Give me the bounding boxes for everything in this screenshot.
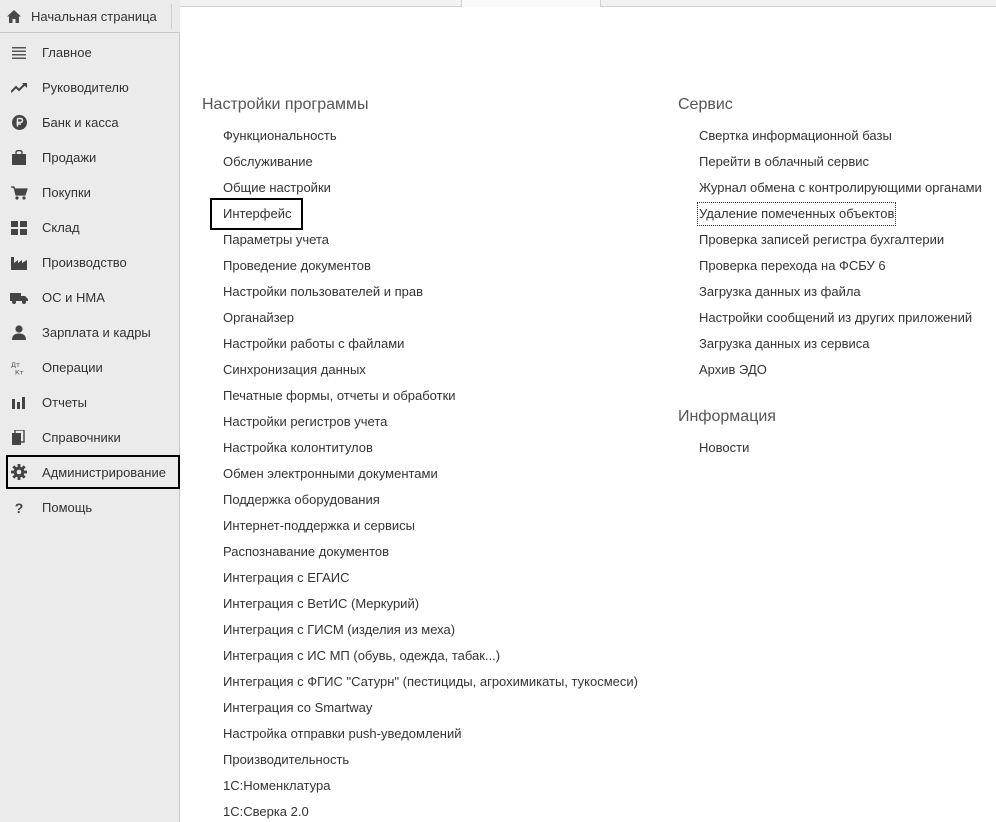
settings-link[interactable]: Интеграция с ИС МП (обувь, одежда, табак...)	[223, 648, 501, 663]
settings-link[interactable]: Печатные формы, отчеты и обработки	[223, 388, 456, 403]
sidebar-item-production[interactable]	[6, 245, 180, 280]
settings-link[interactable]: 1С:Номенклатура	[223, 778, 331, 793]
sidebar-item-sales[interactable]	[6, 140, 180, 175]
sidebar-item-operations[interactable]	[6, 350, 180, 385]
trend-up-icon	[10, 79, 28, 97]
settings-link[interactable]: Органайзер	[223, 310, 294, 325]
sidebar-item-warehouse[interactable]	[6, 210, 180, 245]
service-link[interactable]: Проверка перехода на ФСБУ 6	[699, 258, 886, 273]
sidebar-item-label: Администрирование	[42, 464, 166, 480]
shopping-bag-icon	[10, 149, 28, 167]
svg-text:Кт: Кт	[15, 368, 24, 375]
sidebar-item-label: ОС и НМА	[42, 290, 105, 305]
service-link[interactable]: Загрузка данных из сервиса	[699, 336, 870, 351]
settings-link-interface[interactable]: Интерфейс	[210, 198, 303, 230]
sidebar-item-label: Производство	[42, 255, 127, 270]
service-link[interactable]: Проверка записей регистра бухгалтерии	[699, 232, 945, 247]
sidebar	[0, 33, 180, 822]
settings-link[interactable]: Настройка отправки push-уведомлений	[223, 726, 462, 741]
service-link[interactable]: Свертка информационной базы	[699, 128, 892, 143]
sidebar-item-manager[interactable]	[6, 70, 180, 105]
settings-link[interactable]: Настройка колонтитулов	[223, 440, 373, 455]
sidebar-item-label: Операции	[42, 360, 103, 375]
settings-link[interactable]: Интеграция с ФГИС "Сатурн" (пестициды, агрохимикаты, тукосмеси)	[223, 674, 638, 689]
service-link-focused[interactable]: Удаление помеченных объектов	[699, 204, 894, 224]
settings-link[interactable]: Настройки регистров учета	[223, 414, 388, 429]
section-title-info: Информация	[678, 408, 776, 425]
sidebar-item-label: Справочники	[42, 430, 121, 445]
settings-link[interactable]: Проведение документов	[223, 258, 371, 273]
warehouse-grid-icon	[10, 219, 28, 237]
sidebar-item-label: Банк и касса	[42, 115, 119, 130]
books-icon	[10, 429, 28, 447]
settings-link[interactable]: Интернет-поддержка и сервисы	[223, 518, 416, 533]
sidebar-item-directories[interactable]	[6, 420, 180, 455]
sidebar-item-label: Помощь	[42, 500, 93, 515]
home-page-button[interactable]	[0, 0, 180, 33]
cart-icon	[10, 184, 28, 202]
settings-link[interactable]: Производительность	[223, 752, 350, 767]
settings-link[interactable]: Общие настройки	[223, 180, 331, 195]
settings-link[interactable]: Настройки пользователей и прав	[223, 284, 424, 299]
svg-text:Дт: Дт	[11, 360, 20, 369]
truck-icon	[10, 289, 28, 307]
sidebar-item-label: Отчеты	[42, 395, 87, 410]
sidebar-item-label: Продажи	[42, 150, 97, 165]
sidebar-item-administration[interactable]	[6, 455, 180, 489]
service-link[interactable]: Настройки сообщений из других приложений	[699, 310, 973, 325]
sidebar-item-label: Главное	[42, 45, 92, 60]
gear-icon	[10, 463, 28, 481]
service-link[interactable]: Журнал обмена с контролирующими органами	[699, 180, 982, 195]
settings-link[interactable]: Синхронизация данных	[223, 362, 366, 377]
settings-link[interactable]: Обмен электронными документами	[223, 466, 438, 481]
section-title-settings: Настройки программы	[202, 96, 369, 113]
service-link[interactable]: Перейти в облачный сервис	[699, 154, 870, 169]
sidebar-item-label: Зарплата и кадры	[42, 325, 151, 340]
settings-link[interactable]: Интеграция со Smartway	[223, 700, 373, 715]
sidebar-item-bank[interactable]	[6, 105, 180, 140]
section-title-service: Сервис	[678, 96, 733, 113]
settings-link[interactable]: Интеграция с ГИСМ (изделия из меха)	[223, 622, 456, 637]
settings-link[interactable]: Распознавание документов	[223, 544, 390, 559]
settings-link[interactable]: Обслуживание	[223, 154, 313, 169]
sidebar-item-help[interactable]	[6, 490, 180, 525]
factory-icon	[10, 254, 28, 272]
home-page-label: Начальная страница	[31, 8, 157, 24]
tab-stub[interactable]	[461, 0, 601, 7]
sidebar-item-reports[interactable]	[6, 385, 180, 420]
sidebar-item-salary[interactable]	[6, 315, 180, 350]
settings-link[interactable]: Настройки работы с файлами	[223, 336, 405, 351]
service-link[interactable]: Архив ЭДО	[699, 362, 767, 377]
sidebar-item-label: Склад	[42, 220, 80, 235]
settings-link[interactable]: Интеграция с ЕГАИС	[223, 570, 350, 585]
settings-link[interactable]: 1С:Сверка 2.0	[223, 804, 309, 819]
service-link[interactable]: Загрузка данных из файла	[699, 284, 861, 299]
menu-lines-icon	[10, 44, 28, 62]
sidebar-item-main[interactable]	[6, 35, 180, 70]
tab-strip	[180, 0, 996, 7]
sidebar-item-assets[interactable]	[6, 280, 180, 315]
sidebar-item-label: Покупки	[42, 185, 91, 200]
question-icon: ?	[14, 499, 24, 516]
settings-link[interactable]: Параметры учета	[223, 232, 330, 247]
sidebar-item-purchases[interactable]	[6, 175, 180, 210]
info-link-news[interactable]: Новости	[699, 440, 750, 455]
divider	[171, 4, 172, 29]
bar-chart-icon	[10, 394, 28, 412]
settings-link[interactable]: Функциональность	[223, 128, 337, 143]
settings-link[interactable]: Интеграция с ВетИС (Меркурий)	[223, 596, 420, 611]
sidebar-item-label: Руководителю	[42, 80, 129, 95]
person-icon	[10, 324, 28, 342]
ruble-icon	[10, 114, 28, 132]
dt-kt-icon	[10, 359, 28, 377]
settings-link[interactable]: Поддержка оборудования	[223, 492, 380, 507]
home-icon	[6, 8, 22, 24]
